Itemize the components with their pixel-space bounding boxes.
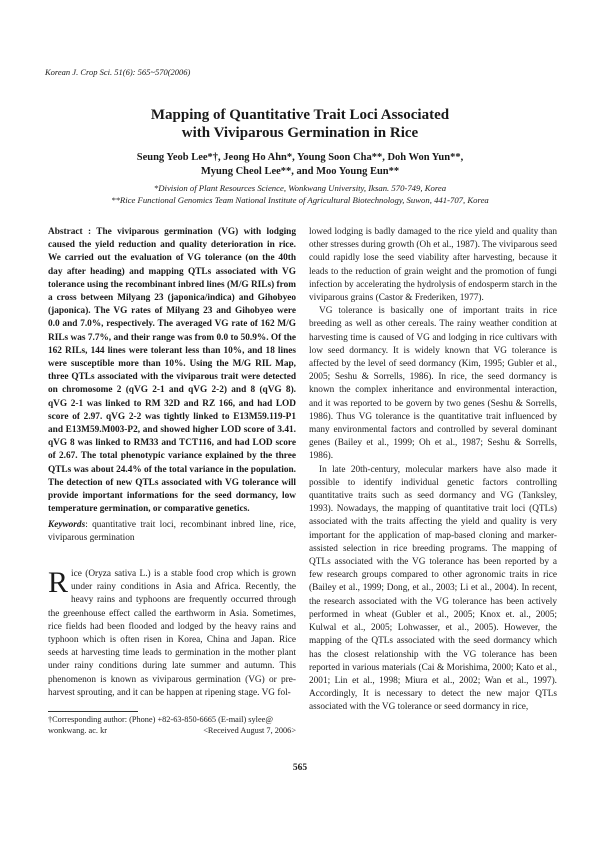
footnote-divider [48,711,138,712]
affiliation-1: *Division of Plant Resources Science, Wonkwang University, Iksan. 570-749, Korea [153,183,447,193]
received-date: <Received August 7, 2006> [203,726,296,735]
title-line-1: Mapping of Quantitative Trait Loci Associated [150,107,450,123]
keywords [48,519,296,545]
paper-title [60,106,540,142]
authors-line-1: Seung Yeob Lee*†, Jeong Ho Ahn*, Young Soon Cha**, Doh Won Yun**, [136,152,464,163]
footnote [48,714,296,736]
introduction-text: ice (Oryza sativa L.) is a stable food crop which is grown under rainy conditions in Asia and Africa. Recently, the heavy rains and typhoons are frequently occurred through the greenhouse effect called the earthworm in Asia. Sometimes, rice fields had been flooded and lodged by the heavy rains and typhoon which is often risen in Korea, China and Japan. Rice seeds at harvesting time leads to germination in the mother plant under rainy conditions during late summer and autumn. This phenomenon is known as viviparous germination (VG) or pre-harvest sprouting, and it can be happen at ripening stage. VG fol- [48,569,296,698]
footnote-email: wonkwang. ac. kr [48,726,107,735]
paragraph-2: VG tolerance is basically one of important traits in rice breeding as well as other cereals. The rainy weather condition at harvesting time is caused of VG and lodging in rice cultivars with low seed dormancy. It is widely known that VG tolerance is affected by the level of seed dormancy (Kim, 1995; Gubler et al., 2005; Seshu & Sorrells, 1986). In rice, the seed dormancy is known the complex inheritance and environmental interaction, and it was reported to be govern by two genes (Seshu & Sorrells, 1986). Thus VG tolerance is the quantitative trait influenced by many environmental factors and controlled by several dominant genes (Bailey et al., 1999; Oh et al., 1987; Seshu & Sorrells, 1986). [309,306,557,462]
right-column [309,226,557,715]
authors [60,151,540,179]
affiliations [40,182,560,206]
journal-citation: Korean J. Crop Sci. 51(6): 565~570(2006) [45,67,191,77]
footnote-line-1: †Corresponding author: (Phone) +82-63-850-6665 (E-mail) sylee@ [48,715,273,724]
drop-cap: R [48,566,69,599]
paragraph-3: In late 20th-century, molecular markers have also made it possible to identify individual genetic factors controlling quantitative traits such as seed dormancy and VG (Tanksley, 1993). Nowadays, the mapping of quantitative trait loci (QTLs) associated with the traits affecting the yield and quality is very important for the application of map-based cloning and marker-assisted selection in rice breeding programs. The mapping of QTLs associated with the VG tolerance has been reported by a few research groups compared to other agronomic traits in rice (Bailey et al., 1999; Dong, et al., 2003; Li et al., 2004). In recent, the research associated with the VG tolerance has been actively performed in wheat (Gubler et al., 2005; Knox et. al., 2005; Kulwal et al., 2005; Lohwasser, et al., 2005). However, the mapping of the QTLs associated with the seed dormancy which has the closest relationship with the VG tolerance has been reported in various materials (Cai & Morishima, 2000; Kato et al., 2001; Lin et al., 1998; Miura et al., 2002; Wan et al., 1997). Accordingly, It is necessary to detect the new major QTLs associated with the VG tolerance or seed dormancy in rice, [309,464,557,713]
keywords-label: Keywords [48,520,86,530]
keywords-text: : quantitative trait loci, recombinant inbred line, rice, viviparous germination [48,520,296,544]
affiliation-2: **Rice Functional Genomics Team National Institute of Agricultural Biotechnology, Suwon, 441-707, Korea [111,195,489,205]
abstract: Abstract : The viviparous germination (VG) with lodging caused the yield reduction and quality deterioration in rice. We carried out the evaluation of VG tolerance (on the 40th day after heading) and mapping QTLs associated with VG tolerance using the recombinant inbred lines (M/G RILs) from a cross between Milyang 23 (japonica/indica) and Gihobyeo (japonica). The VG rates of Milyang 23 and Gihobyeo were 0.0 and 7.0%, respectively. The averaged VG rate of 162 M/G RILs was 7.7%, and their range was from 0.0 to 50.9%. Of the 162 RILs, 144 lines were tolerant less than 10%, and 18 lines were susceptible more than 10%. Using the M/G RIL Map, three QTLs associated with the viviparous trait were detected on chromosome 2 (qVG 2-1 and qVG 2-2) and 8 (qVG 8). qVG 2-1 was linked to RM 32D and RZ 166, and had LOD score of 2.97. qVG 2-2 was tightly linked to E13M59.119-P1 and E13M59.M003-P2, and showed higher LOD score of 3.41. qVG 8 was linked to RM33 and TCT116, and had LOD score of 2.67. The total phenotypic variance explained by the three QTLs was about 24.4% of the total variance in the population. The detection of new QTLs associated with VG tolerance will provide important informations for the seed dormancy, low temperature germination, or comparative genetics. [48,227,296,515]
title-line-2: with Viviparous Germination in Rice [181,125,419,141]
paragraph-1: lowed lodging is badly damaged to the rice yield and quality than other stresses during growth (Oh et al., 1987). The viviparous seed could rapidly lose the seed viability after harvesting, because it leads to the reduction of grain weight and the promotion of fungi infection by accelerating the hydrolysis of endosperm starch in the viviparous grains (Castor & Frederiken, 1977). [309,227,557,304]
page-number: 565 [292,763,308,773]
footnote-line-2 [48,725,296,736]
introduction-start [48,568,296,700]
authors-line-2: Myung Cheol Lee**, and Moo Young Eun** [200,166,400,177]
